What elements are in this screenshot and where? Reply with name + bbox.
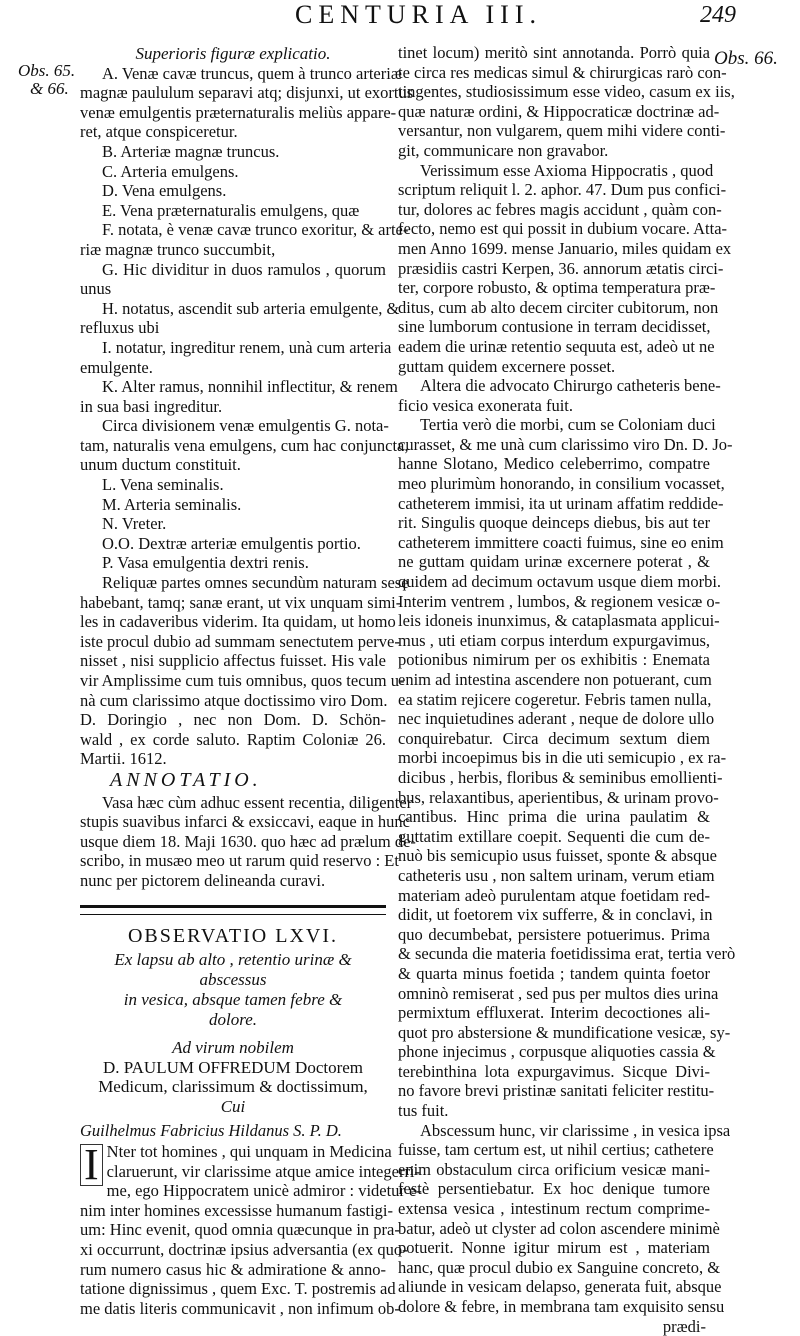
text-line: nuò bis semicupio usus fuisset, sponte & absque [398, 846, 717, 866]
text-line: K. Alter ramus, nonnihil inflectitur, & renem [102, 377, 398, 397]
text-line: omninò remiserat , sed pus per multos dies urina [398, 983, 719, 1003]
text-line: dicibus , herbis, floribus & seminibus emollienti- [398, 767, 723, 787]
text-line: Reliquæ partes omnes secundùm naturam sese [102, 573, 409, 593]
text-line: A. Venæ cavæ truncus, quem à trunco arteriæ [102, 63, 402, 83]
text-line: Nter tot homines , qui unquam in Medicina [106, 1142, 392, 1162]
text-line: usque diem 18. Maji 1630. quo hæc ad prælum de- [80, 831, 416, 851]
text-line: Vasa hæc cùm adhuc essent recentia, diligenter [102, 792, 413, 812]
text-line: Martii. 1612. [80, 749, 167, 769]
text-line: magnæ paululum separavi atq; disjunxi, ut exortus [80, 83, 414, 103]
text-line: wald , ex corde saluto. Raptim Coloniæ 26. [80, 729, 386, 749]
text-line: catheteris usu , non saltem urinam, verum etiam [398, 865, 715, 885]
text-line: nec inquietudines aderant , neque de dolore ullo [398, 709, 715, 729]
text-line: xi occurrunt, doctrinæ ipsius adversantia (ex quo- [80, 1240, 408, 1260]
catchword: prædi- [662, 1316, 706, 1336]
text-line: permixtum effluxerat. Interim decoctiones ali- [398, 1003, 710, 1023]
text-line: riæ magnæ trunco succumbit, [80, 239, 276, 259]
text-line: emulgente. [80, 357, 153, 377]
text-line: F. notata, è venæ cavæ trunco exoritur, & arte- [102, 220, 409, 240]
text-line: B. Arteriæ magnæ truncus. [102, 141, 280, 161]
figure-explanation-text [80, 63, 414, 769]
text-line: quo decumbebat, persistere potuerimus. Prima [398, 924, 710, 944]
text-line: materiam adeò purulentam atque foetidam red- [398, 885, 710, 905]
text-line: nunc per pictorem delineanda curavi. [80, 870, 326, 890]
text-line: Verissimum esse Axioma Hippocratis , quod [420, 160, 714, 180]
text-line: scribo, in musæo meo ut rarum quid reservo : Et [80, 851, 399, 871]
text-line: nisset , nisi supplicio affectus fuisset. His vale [80, 651, 386, 671]
text-line: leis idoneis inunximus, & cataplasmata applicui- [398, 611, 720, 631]
text-line: nà cum clarissimo atque doctissimo viro Dom. [80, 690, 388, 710]
text-line: catheterem immittere coacti fuimus, sine eo enim [398, 532, 724, 552]
text-line: & secunda die materia foetidissima erat, tertia verò [398, 944, 736, 964]
text-line: aliunde in vesicam delapso, generata fuit, absque [398, 1277, 722, 1297]
text-line: potuerit. Nonne igitur mirum est , materiam [398, 1238, 710, 1258]
subtitle-line: in vesica, absque tamen febre & [123, 990, 343, 1010]
address-recipient-title: Medicum, clarissimum & doctissimum, [98, 1077, 368, 1097]
text-line: stupis suavibus infarci & exsiccavi, eaque in hunc [80, 812, 410, 832]
text-line: O.O. Dextræ arteriæ emulgentis portio. [102, 533, 361, 553]
text-line: quidem ad decimum octavum usque diem morbi. [398, 572, 722, 592]
text-line: ter, corpore robusto, & optima temperatura præ- [398, 278, 716, 298]
text-line: quæ naturæ ordini, & Hippocraticæ doctrinæ ad- [398, 101, 720, 121]
text-line: Abscessum hunc, vir clarissime , in vesica ipsa [420, 1120, 731, 1140]
text-line: no favore brevi pristinæ sanitati feliciter restitu- [398, 1081, 715, 1101]
text-line: scriptum reliquit l. 2. aphor. 47. Dum pus confici- [398, 180, 727, 200]
text-line: M. Arteria seminalis. [102, 494, 242, 514]
text-line: tus fuit. [398, 1101, 449, 1121]
text-line: tur, dolores ac febres magis accidunt , quàm con- [398, 199, 722, 219]
text-line: versantur, non vulgarem, quem mihi videre conti- [398, 121, 726, 141]
text-line: quot pro abstersione & mundificatione vesicæ, sy- [398, 1022, 731, 1042]
text-line: ditus, cum ab alto decem circiter cubitorum, non [398, 297, 719, 317]
text-line: dolore & febre, in membrana tam exquisito sensu [398, 1297, 725, 1316]
text-line: ne guttam quidam urinæ excernere poterat , & [398, 552, 710, 572]
running-head-title: CENTURIA III. [295, 0, 542, 29]
text-line: men Anno 1699. mense Januario, miles quidam ex [398, 238, 732, 258]
text-line: me datis literis communicavit , non infimum ob- [80, 1298, 400, 1318]
text-line: tingentes, studiosissimum esse video, casum ex iis, [398, 82, 735, 102]
annotatio-heading: ANNOTATIO. [110, 768, 262, 791]
subtitle-line: dolore. [208, 1010, 257, 1030]
text-line: tam, naturalis vena emulgens, cum hac conjuncta, [80, 435, 409, 455]
text-line: ret, atque conspiceretur. [80, 122, 238, 142]
text-line: refluxus ubi [80, 318, 160, 338]
margin-note-obs-65: Obs. 65. [18, 61, 76, 80]
section-divider-rule [80, 905, 386, 915]
subtitle-line: Ex lapsu ab alto , retentio urinæ & abscessus [114, 950, 352, 990]
text-line: fuisse, tam certum est, ut nihil certius; cathetere [398, 1140, 714, 1160]
margin-note-obs-66-left: & 66. [30, 79, 69, 98]
text-line: guttatim extillare coepit. Sequenti die cum de- [398, 826, 710, 846]
text-line: extensa vesica , intestinum rectum comprime- [398, 1199, 710, 1219]
address-to: Ad virum nobilem [172, 1038, 294, 1058]
text-line: G. Hic dividitur in duos ramulos , quorum [102, 259, 386, 279]
right-column [398, 43, 736, 1336]
text-line: vir Amplissime cum tuis omnibus, quos tecum u- [80, 671, 405, 690]
text-line: conquirebatur. Circa decimum sextum diem [398, 728, 710, 748]
text-line: N. Vreter. [102, 514, 167, 534]
text-line: Interim ventrem , lumbos, & regionem vesicæ o- [398, 591, 721, 611]
text-line: phone injecimus , corpusque aliquoties cassia & [398, 1042, 716, 1062]
text-line: sine lumborum contusione in terram decidisset, [398, 317, 711, 337]
text-line: git, communicare non gravabor. [398, 140, 609, 160]
figure-explanation-title: Superioris figuræ explicatio. [135, 44, 331, 63]
case-narrative-text [398, 43, 736, 1317]
address-cui: Cui [220, 1096, 246, 1116]
text-line: morbi incoepimus bis in die uti semicupio , ex ra- [398, 748, 727, 768]
text-line: Tertia verò die morbi, cum se Coloniam duci [420, 415, 716, 435]
text-line: in sua basi ingreditur. [80, 396, 223, 416]
text-line: I. notatur, ingreditur renem, unà cum arteria [102, 337, 392, 357]
text-line: & quarta minus foetida ; tandem quinta foetor [398, 963, 710, 983]
text-line: H. notatus, ascendit sub arteria emulgente, & [102, 298, 400, 318]
annotatio-text [80, 792, 416, 891]
text-line: rit. Singulis quoque deinceps diebus, bis aut ter [398, 513, 711, 533]
text-line: P. Vasa emulgentia dextri renis. [102, 553, 309, 573]
text-line: catheterem immisi, ita ut urinam affatim reddide- [398, 493, 724, 513]
text-line: curasset, & me unà cum clarissimo viro Dn. D. Jo- [398, 434, 733, 454]
page-number: 249 [700, 2, 736, 28]
text-line: rum numero casus hic & admiratione & anno- [80, 1259, 386, 1279]
text-line: habebant, tamq; sanæ erant, ut vix unquam simi- [80, 592, 402, 612]
text-line: potionibus nimirum per os exhibitis : Enemata [398, 650, 710, 670]
left-column [80, 44, 422, 1318]
text-line: præsidiis castri Kerpen, 36. annorum ætatis circi- [398, 258, 724, 278]
text-line: didit, ut foetorem vix sufferre, & in conclavi, in [398, 905, 713, 925]
text-line: meo plurimùm honorando, in consilium vocasset, [398, 474, 725, 494]
text-line: venæ emulgentis præternaturalis meliùs appare- [80, 102, 397, 122]
text-line: eadem die urinæ retentio sequuta est, adeò ut ne [398, 336, 715, 356]
drop-cap-letter: I [80, 1144, 103, 1186]
text-line: festè persentiebatur. Ex hoc denique tumore [398, 1179, 710, 1199]
text-line: enim obstaculum circa orificium vesicæ mani- [398, 1159, 710, 1179]
text-line: unum ductum constituit. [80, 455, 241, 475]
text-line: C. Arteria emulgens. [102, 161, 239, 181]
address-recipient-name: D. PAULUM OFFREDUM Doctorem [102, 1057, 364, 1077]
text-line: nim inter homines excessisse humanum fastigi- [80, 1200, 393, 1220]
letter-opening [80, 1140, 422, 1318]
text-line: iste procul dubio ad summam senectutem perve- [80, 631, 400, 651]
text-line: Altera die advocato Chirurgo catheteris bene- [420, 376, 721, 396]
text-line: hanne Slotano, Medico celeberrimo, compatre [398, 454, 710, 474]
text-line: hanc, quæ procul dubio ex Sanguine concreto, & [398, 1257, 721, 1277]
text-line: um: Hinc evenit, quod omnia quæcunque in pra- [80, 1220, 400, 1240]
text-line: terebinthina lota expurgavimus. Sicque Divi- [398, 1061, 710, 1081]
sender-salutation: Guilhelmus Fabricius Hildanus S. P. D. [80, 1120, 342, 1140]
text-line: guttam quidem excernere posset. [398, 356, 616, 376]
text-line: fecto, nemo est qui possit in dubium vocare. Atta- [398, 219, 728, 239]
text-line: ea statim rejicere cogeretur. Febris tamen nulla, [398, 689, 712, 709]
text-line: L. Vena seminalis. [102, 475, 224, 495]
text-line: unus [80, 279, 112, 299]
observatio-title: OBSERVATIO LXVI. [127, 924, 339, 947]
text-line: me, ego Hippocratem unicè admiror : videtur e- [106, 1181, 422, 1201]
text-line: claruerunt, vir clarissime atque amice integerri- [106, 1161, 421, 1181]
observatio-subtitle [80, 950, 386, 1030]
text-line: D. Doringio , nec non Dom. D. Schön- [80, 710, 386, 730]
text-line: bus, relaxantibus, aperientibus, & urinam provo- [398, 787, 719, 807]
text-line: Circa divisionem venæ emulgentis G. nota- [102, 416, 389, 436]
text-line: cantibus. Hinc prima die urina paulatim & [398, 807, 710, 827]
text-line: tinet locum) meritò sint annotanda. Porrò quia [398, 43, 710, 62]
text-line: les in cadaveribus viderim. Ita quidam, ut homo [80, 612, 396, 632]
text-line: ficio vesica exonerata fuit. [398, 395, 573, 415]
text-line: D. Vena emulgens. [102, 181, 227, 201]
text-line: mus , uti etiam corpus interdum expurgavimus, [398, 630, 710, 650]
text-line: tatione dignissimus , quem Exc. T. postremis ad [80, 1279, 396, 1299]
text-line: batur, adeò ut clyster ad colon ascendere minimè [398, 1218, 720, 1238]
text-line: enim ad intestina ascendere non potuerant, cum [398, 670, 712, 689]
text-line: E. Vena præternaturalis emulgens, quæ [102, 200, 360, 220]
letter-text [80, 1142, 422, 1318]
text-line: te circa res medicas simul & chirurgicas rarò con- [398, 62, 727, 82]
margin-note-obs-66-right: Obs. 66. [714, 48, 778, 69]
